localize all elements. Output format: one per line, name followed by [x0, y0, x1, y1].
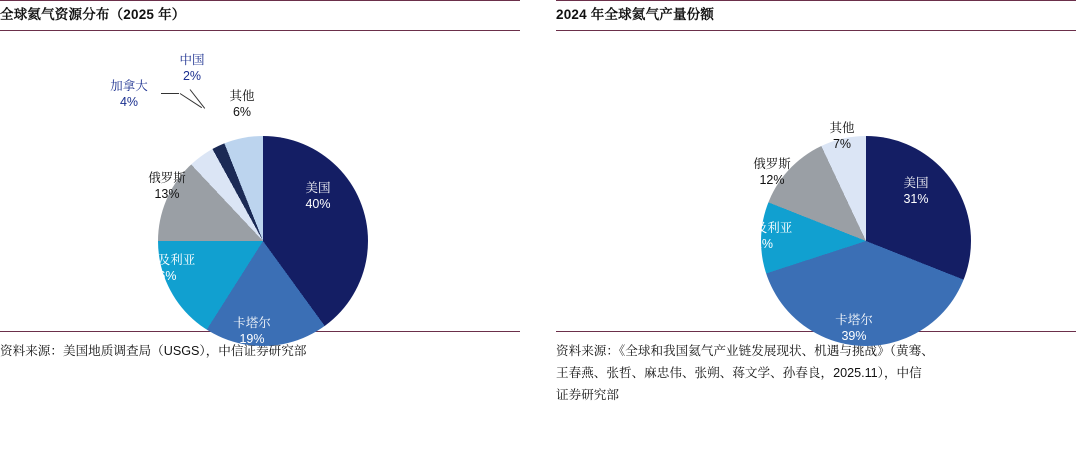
left-source-note: 资料来源：美国地质调查局（USGS），中信证券研究部 [0, 344, 307, 358]
right-source-line-1: 资料来源：《全球和我国氦气产业链发展现状、机遇与挑战》（黄骞、 [556, 344, 934, 358]
right-slice-label-other: 其他 7% [829, 121, 855, 151]
left-slice-label-other: 其他 6% [229, 89, 255, 119]
left-slice-label-algeria: 阿尔及利亚 16% [132, 253, 196, 283]
left-slice-label-us: 美国 40% [305, 181, 331, 211]
left-chart-panel [0, 0, 520, 453]
left-slice-label-china: 中国 2% [179, 53, 205, 83]
left-pie-circle [158, 136, 368, 346]
left-pie-chart [0, 31, 520, 346]
left-panel-title: 全球氦气资源分布（2025 年） [0, 7, 186, 22]
right-pie-chart [556, 31, 1076, 343]
right-slice-label-qatar: 卡塔尔 39% [835, 313, 873, 343]
right-slice-label-us: 美国 31% [903, 176, 929, 206]
right-source-line-3: 证券研究部 [556, 388, 619, 403]
left-slice-label-qatar: 卡塔尔 19% [233, 316, 271, 346]
left-slice-label-canada: 加拿大 4% [110, 79, 148, 109]
right-panel-title: 2024 年全球氦气产量份额 [556, 7, 715, 22]
right-slice-label-russia: 俄罗斯 12% [753, 157, 791, 187]
left-pie-wrap [158, 136, 368, 346]
left-leader-canada [161, 93, 179, 94]
right-chart-panel [556, 0, 1076, 453]
left-slice-label-russia: 俄罗斯 13% [148, 171, 186, 201]
right-slice-label-algeria: 阿尔及利亚 11% [729, 221, 793, 251]
right-source-line-2: 王春燕、张哲、麻忠伟、张朔、蒋文学、孙春良，2025.11），中信 [556, 366, 922, 381]
